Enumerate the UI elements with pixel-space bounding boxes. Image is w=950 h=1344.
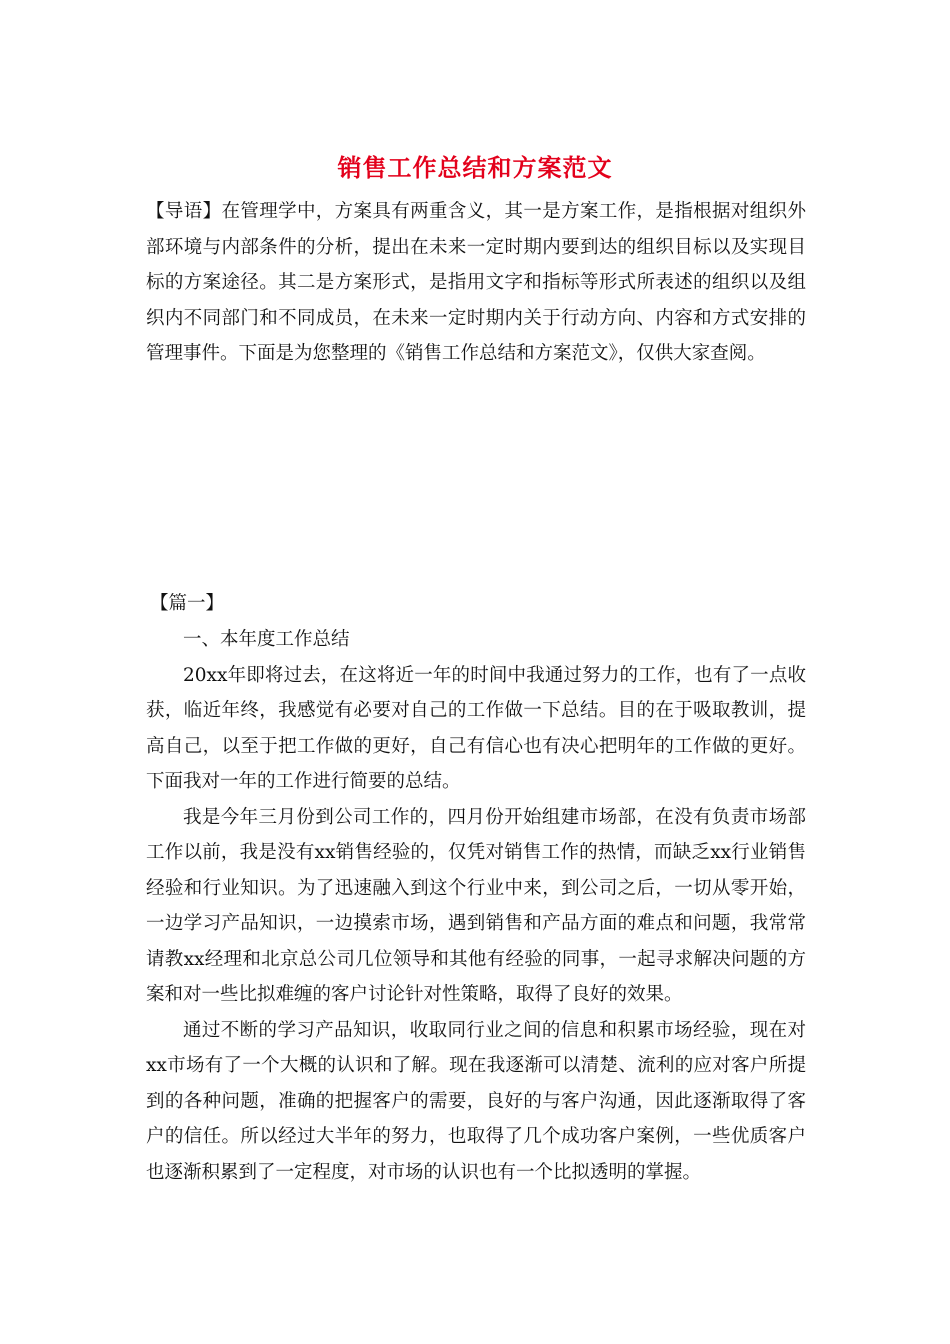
intro-paragraph: 【导语】在管理学中，方案具有两重含义，其一是方案工作，是指根据对组织外部环境与内部条件的分析，提出在未来一定时期内要到达的组织目标以及实现目标的方案途径。其二是方案形式，是指用文字和指标等形式所表述的组织以及组织内不同部门和不同成员，在未来一定时期内关于行动方向、内容和方式安排的管理事件。下面是为您整理的《销售工作总结和方案范文》，仅供大家查阅。: [146, 201, 806, 364]
body-paragraph-3: 通过不断的学习产品知识，收取同行业之间的信息和积累市场经验，现在对xx市场有了一个大概的认识和了解。现在我逐渐可以清楚、流利的应对客户所提到的各种问题，准确的把握客户的需要，良好的与客户沟通，因此逐渐取得了客户的信任。所以经过大半年的努力，也取得了几个成功客户案例，一些优质客户也逐渐积累到了一定程度，对市场的认识也有一个比拟透明的掌握。: [146, 1019, 806, 1183]
document-body: [146, 622, 806, 1190]
section-label: 【篇一】: [150, 593, 225, 614]
body-paragraph-1: 20xx年即将过去，在这将近一年的时间中我通过努力的工作，也有了一点收获，临近年终，我感觉有必要对自己的工作做一下总结。目的在于吸取教训，提高自己，以至于把工作做的更好，自己有信心也有决心把明年的工作做的更好。下面我对一年的工作进行简要的总结。: [146, 664, 806, 792]
document-title: 销售工作总结和方案范文: [337, 153, 613, 182]
body-paragraph-2: 我是今年三月份到公司工作的，四月份开始组建市场部，在没有负责市场部工作以前，我是没有xx销售经验的，仅凭对销售工作的热情，而缺乏xx行业销售经验和行业知识。为了迅速融入到这个行业中来，到公司之后，一切从零开始，一边学习产品知识，一边摸索市场，遇到销售和产品方面的难点和问题，我常常请教xx经理和北京总公司几位领导和其他有经验的同事，一起寻求解决问题的方案和对一些比拟难缠的客户讨论针对性策略，取得了良好的效果。: [146, 806, 806, 1005]
section-heading: 一、本年度工作总结: [183, 629, 350, 650]
